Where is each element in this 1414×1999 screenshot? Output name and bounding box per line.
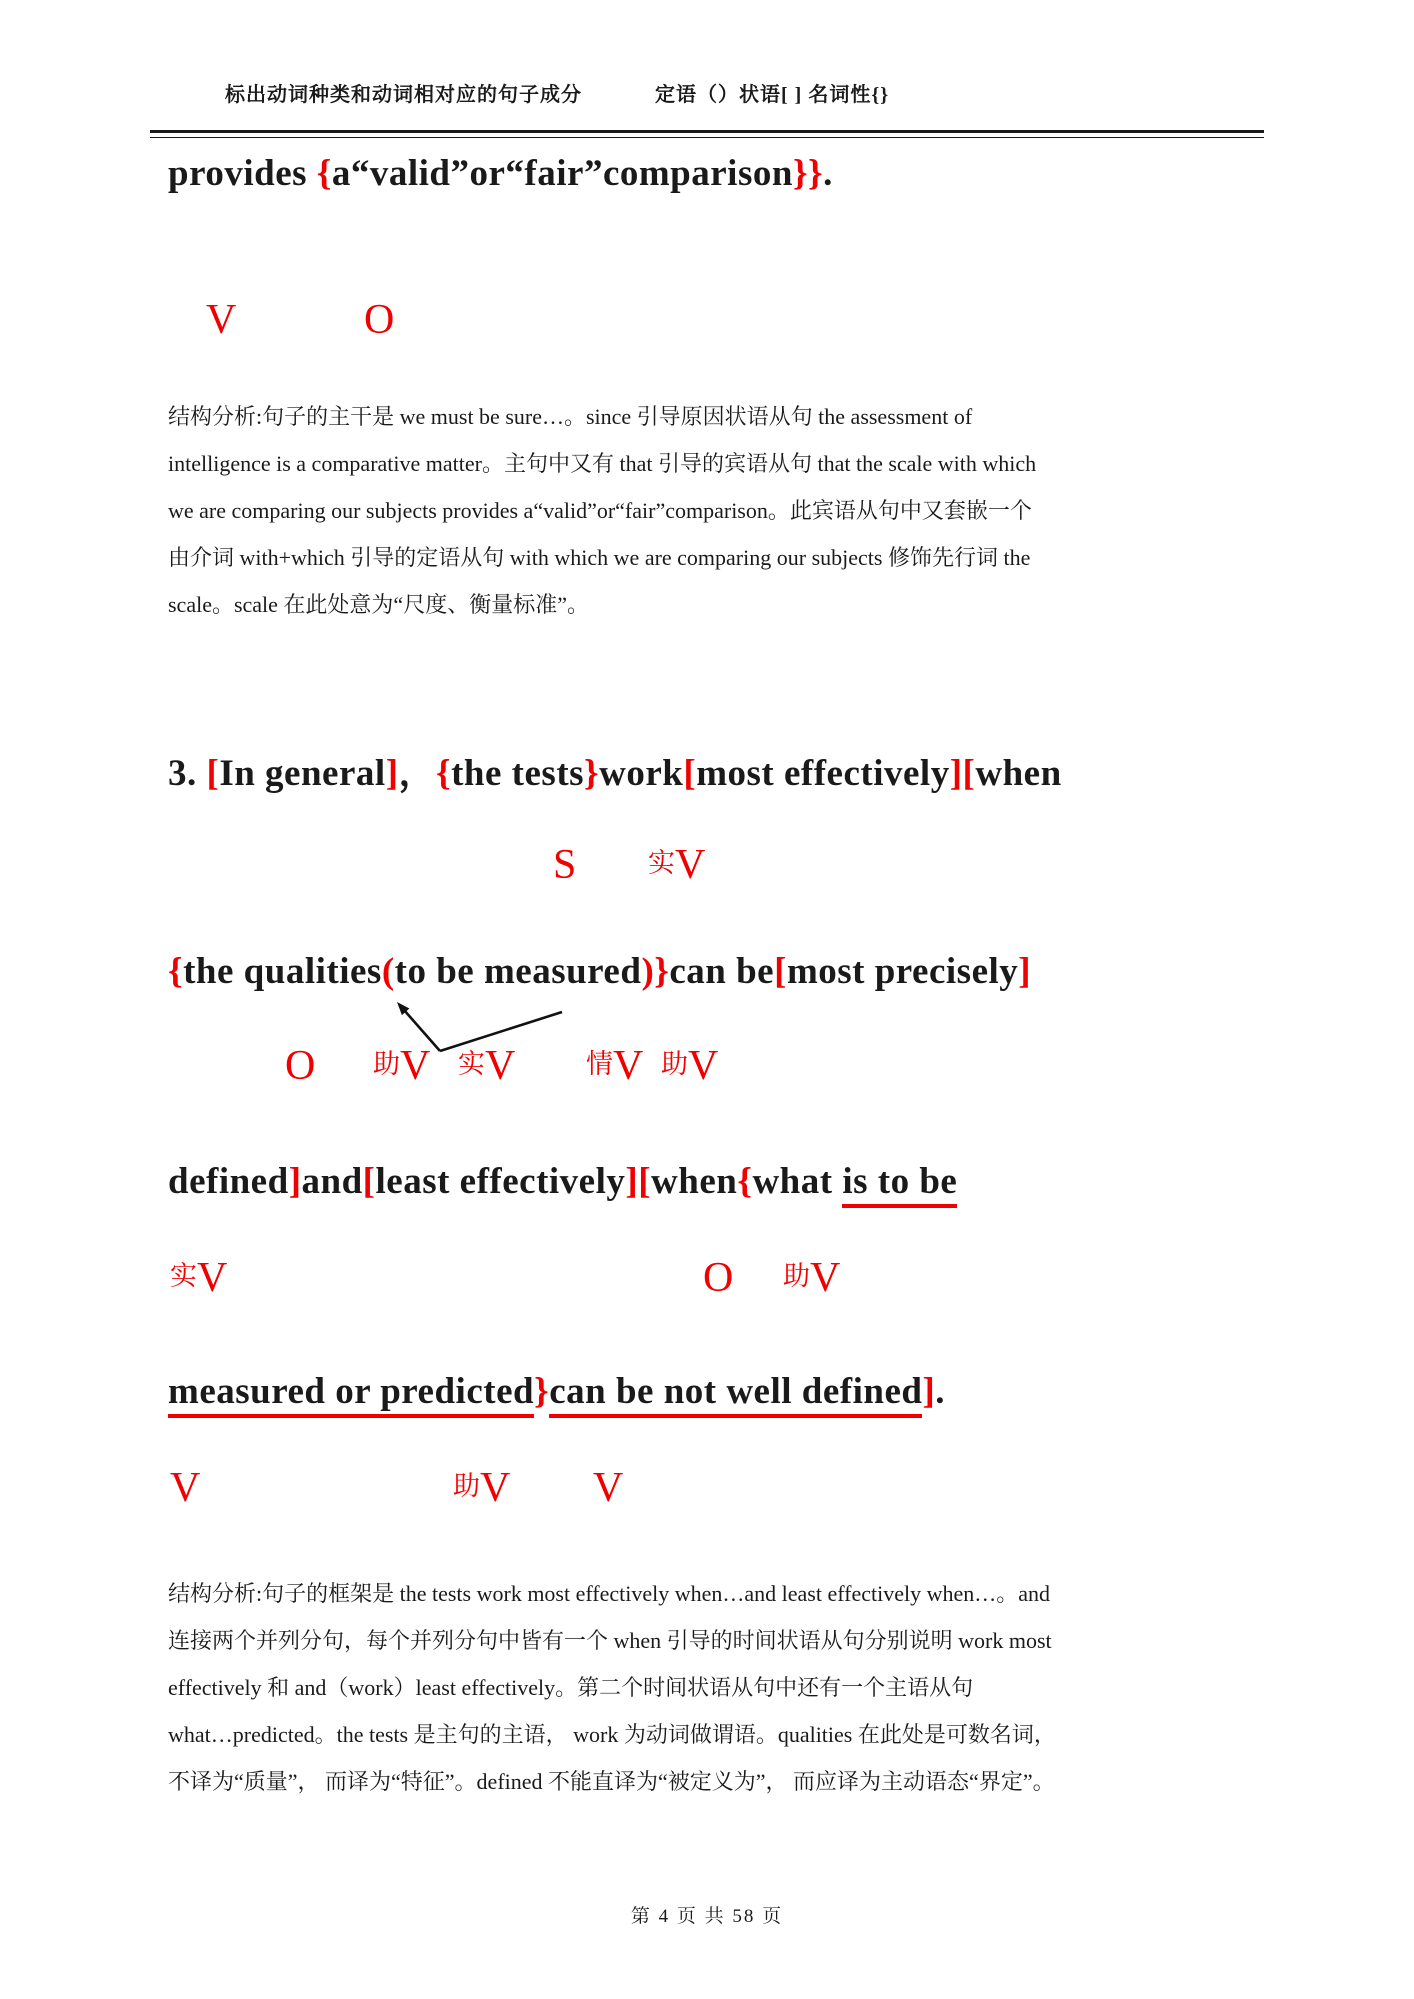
- text-segment: }}: [792, 153, 824, 194]
- grammar-label: [453, 1464, 510, 1512]
- paragraph-line: what…predicted。the tests 是主句的主语， work 为动词做谓语。qualities 在此处是可数名词，: [168, 1722, 1056, 1747]
- sentence-3-line-4: [168, 1370, 945, 1413]
- paragraph-line: effectively 和 and（work）least effectively。第二个时间状语从句中还有一个主语从句: [168, 1675, 974, 1700]
- grammar-label: [170, 1254, 227, 1302]
- text-segment: .: [823, 153, 833, 194]
- text-segment: least effectively: [375, 1161, 626, 1202]
- grammar-label: [170, 1464, 200, 1512]
- paragraph-line: scale。scale 在此处意为“尺度、衡量标准”。: [168, 592, 589, 617]
- grammar-label: [285, 1042, 315, 1090]
- text-segment: and: [301, 1161, 363, 1202]
- grammar-label-cn: 实: [458, 1049, 485, 1079]
- text-segment: when: [975, 753, 1062, 794]
- grammar-label: [586, 1042, 643, 1090]
- text-segment: In general: [219, 753, 386, 794]
- text-segment: [: [206, 753, 220, 794]
- grammar-label-letter: V: [485, 1043, 516, 1089]
- grammar-label: [661, 1042, 718, 1090]
- text-segment: provides: [168, 153, 317, 194]
- grammar-label-letter: V: [170, 1465, 201, 1511]
- text-segment: the tests: [451, 753, 585, 794]
- grammar-label-cn: 助: [783, 1261, 810, 1291]
- text-segment: [: [774, 951, 787, 992]
- sentence-3-line-3: [168, 1160, 957, 1203]
- paragraph-line: 由介词 with+which 引导的定语从句 with which we are comparing our subjects 修饰先行词 the: [168, 545, 1031, 570]
- text-segment: }: [534, 1371, 550, 1412]
- grammar-label: [458, 1042, 515, 1090]
- grammar-label: [553, 841, 576, 889]
- grammar-label-cn: 助: [661, 1049, 688, 1079]
- verb-label-row-3: [0, 1042, 1414, 1102]
- grammar-label-letter: V: [613, 1043, 644, 1089]
- grammar-label-letter: O: [703, 1255, 734, 1301]
- text-segment: measured or predicted: [168, 1371, 534, 1418]
- text-segment: ，: [398, 753, 437, 794]
- grammar-label-letter: V: [688, 1043, 719, 1089]
- text-segment: ]: [288, 1161, 302, 1202]
- text-segment: most effectively: [696, 753, 950, 794]
- text-segment: defined: [168, 1161, 289, 1202]
- paragraph-line: 结构分析:句子的框架是 the tests work most effectively when…and least effectively when…。and: [168, 1581, 1051, 1606]
- text-segment: can be: [669, 951, 775, 992]
- header-right-legend: 定语（）状语[ ] 名词性{}: [655, 84, 890, 106]
- grammar-label: [703, 1254, 733, 1302]
- grammar-label-letter: V: [480, 1465, 511, 1511]
- text-segment: the qualities: [183, 951, 382, 992]
- grammar-label-letter: V: [197, 1255, 228, 1301]
- sentence-3-line-1: [168, 742, 1062, 796]
- grammar-label-cn: 助: [373, 1049, 400, 1079]
- grammar-label: [783, 1254, 840, 1302]
- grammar-label-letter: V: [206, 297, 237, 343]
- grammar-label-cn: 实: [648, 848, 675, 878]
- grammar-label-letter: V: [675, 842, 706, 888]
- text-segment: {: [436, 753, 452, 794]
- text-segment: [: [638, 1161, 652, 1202]
- grammar-label-letter: O: [364, 297, 395, 343]
- grammar-label-cn: 助: [453, 1471, 480, 1501]
- grammar-label-letter: O: [285, 1043, 316, 1089]
- text-segment: to be measured: [394, 951, 642, 992]
- text-segment: [: [683, 753, 697, 794]
- text-segment: ]: [949, 753, 963, 794]
- header-divider-rule: [150, 130, 1264, 138]
- paragraph-line: we are comparing our subjects provides a“valid”or“fair”comparison。此宾语从句中又套嵌一个: [168, 498, 1032, 523]
- paragraph-line: 不译为“质量”， 而译为“特征”。defined 不能直译为“被定义为”， 而应译为主动语态“界定”。: [168, 1769, 1055, 1794]
- text-segment: is to be: [842, 1161, 957, 1208]
- paragraph-line: 结构分析:句子的主干是 we must be sure…。since 引导原因状语从句 the assessment of: [168, 404, 973, 429]
- structure-analysis-2: [168, 1570, 1056, 1805]
- grammar-label-letter: V: [400, 1043, 431, 1089]
- text-segment: ]: [385, 753, 399, 794]
- text-segment: }: [584, 753, 600, 794]
- paragraph-line: intelligence is a comparative matter。主句中又有 that 引导的宾语从句 that the scale with which: [168, 451, 1037, 476]
- text-segment: work: [599, 753, 684, 794]
- header-left-title: 标出动词种类和动词相对应的句子成分: [225, 84, 582, 106]
- text-segment: ]: [625, 1161, 639, 1202]
- verb-label-row-2: [0, 841, 1414, 901]
- text-segment: ]: [922, 1371, 936, 1412]
- grammar-label: [593, 1464, 623, 1512]
- text-segment: what: [752, 1161, 843, 1202]
- grammar-label-cn: 情: [586, 1049, 613, 1079]
- grammar-label-cn: 实: [170, 1261, 197, 1291]
- verb-label-row-1: [0, 296, 1414, 356]
- grammar-label: [373, 1042, 430, 1090]
- grammar-label: [364, 296, 394, 344]
- grammar-label-letter: S: [553, 842, 577, 888]
- text-segment: {: [737, 1161, 753, 1202]
- text-segment: {: [168, 951, 184, 992]
- sentence-3-line-2: [168, 950, 1031, 993]
- sentence-fragment-1: [168, 152, 833, 195]
- verb-label-row-4: [0, 1254, 1414, 1314]
- grammar-label: [206, 296, 236, 344]
- text-segment: .: [935, 1371, 946, 1412]
- text-segment: (: [381, 951, 395, 992]
- verb-label-row-5: [0, 1464, 1414, 1524]
- paragraph-line: 连接两个并列分句，每个并列分句中皆有一个 when 引导的时间状语从句分别说明 work most: [168, 1628, 1052, 1653]
- text-segment: most precisely: [786, 951, 1019, 992]
- text-segment: }: [654, 951, 670, 992]
- text-segment: ): [641, 951, 655, 992]
- grammar-label-letter: V: [593, 1465, 624, 1511]
- grammar-label: [648, 841, 705, 889]
- page-number: 第 4 页 共 58 页: [630, 1906, 784, 1927]
- structure-analysis-1: [168, 393, 1036, 628]
- text-segment: can be not well defined: [549, 1371, 922, 1418]
- text-segment: ]: [1018, 951, 1032, 992]
- text-segment: {: [316, 153, 332, 194]
- grammar-label-letter: V: [810, 1255, 841, 1301]
- text-segment: 3.: [168, 753, 207, 794]
- text-segment: when: [651, 1161, 738, 1202]
- text-segment: [: [362, 1161, 376, 1202]
- text-segment: [: [962, 753, 976, 794]
- text-segment: a“valid”or“fair”comparison: [331, 153, 793, 194]
